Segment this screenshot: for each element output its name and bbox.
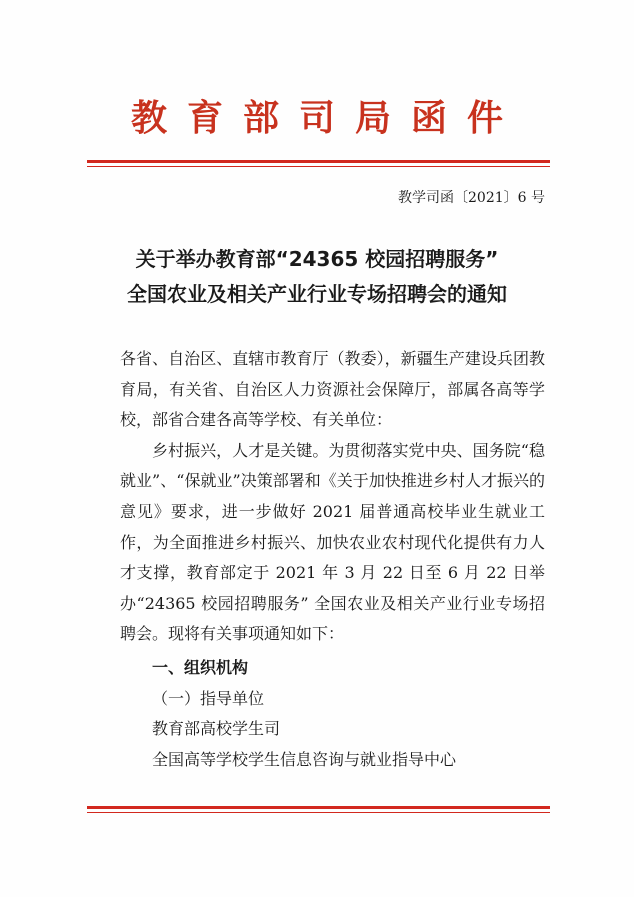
subsection-heading: （一）指导单位 bbox=[152, 688, 265, 708]
document-title bbox=[0, 242, 634, 312]
document-number: 教学司函〔2021〕6 号 bbox=[398, 190, 545, 206]
title-line-2: 全国农业及相关产业行业专场招聘会的通知 bbox=[127, 282, 507, 306]
intro-paragraph: 乡村振兴，人才是关键。为贯彻落实党中央、国务院“稳就业”、“保就业”决策部署和《关于加快推进乡村人才振兴的意见》要求，进一步做好 2021 届普通高校毕业生就业工作，为全面推进乡村振兴、加快农业农村现代化提供有力人才支撑，教育部定于 2021 年 3 月 22 日至 6 月 22 日举办“24365 校园招聘服务” 全国农业及相关产业行业专场招聘会。现将有关事项通知如下： bbox=[120, 440, 545, 644]
recipients-paragraph: 各省、自治区、直辖市教育厅（教委），新疆生产建设兵团教育局，有关省、自治区人力资源社会保障厅，部属各高等学校，部省合建各高等学校、有关单位： bbox=[120, 349, 545, 430]
guiding-unit-1: 教育部高校学生司 bbox=[152, 719, 281, 739]
rule-thin-line bbox=[87, 166, 550, 167]
section-heading: 一、组织机构 bbox=[152, 657, 249, 677]
guiding-unit-2: 全国高等学校学生信息咨询与就业指导中心 bbox=[152, 749, 457, 769]
rule-thick-line bbox=[87, 160, 550, 163]
footer-rule bbox=[87, 806, 550, 813]
document-body bbox=[120, 344, 545, 775]
footer-rule-thick-line bbox=[87, 806, 550, 809]
title-line-1: 关于举办教育部“24365 校园招聘服务” bbox=[135, 247, 499, 271]
masthead-rule bbox=[87, 160, 550, 167]
masthead-title: 教育部司局函件 bbox=[130, 97, 523, 139]
footer-rule-thin-line bbox=[87, 812, 550, 813]
